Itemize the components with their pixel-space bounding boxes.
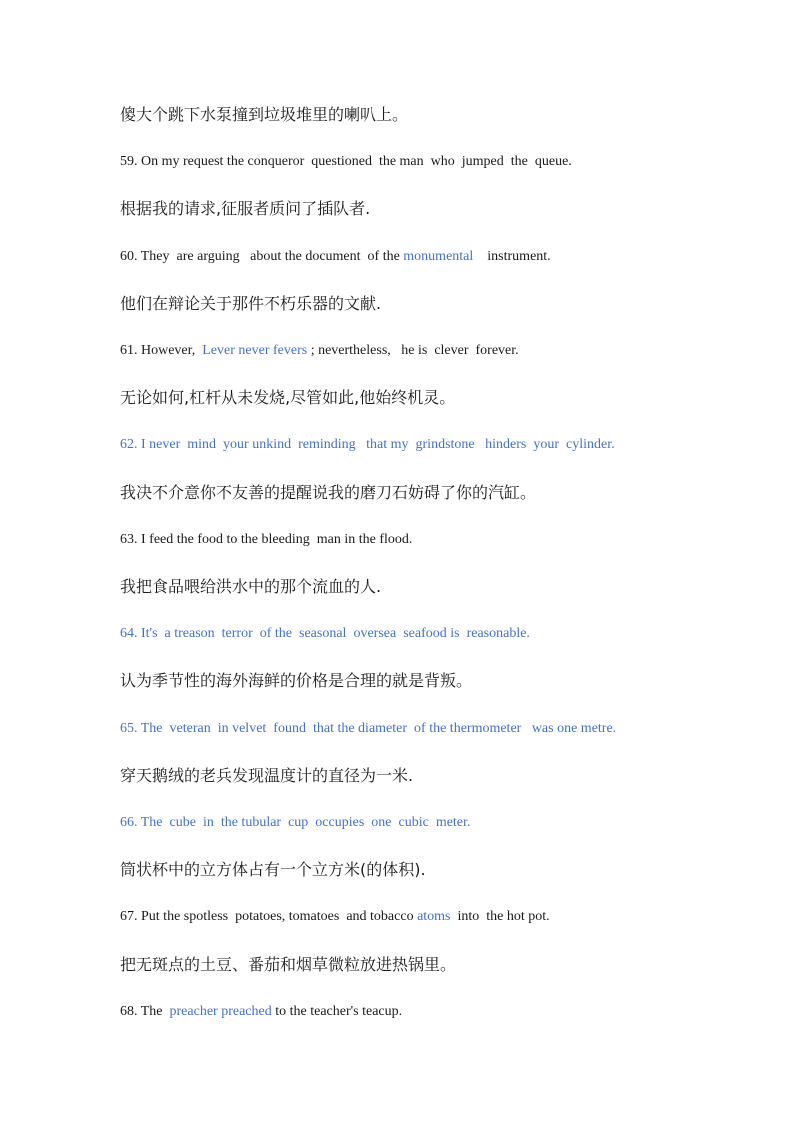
text-segment: 我把食品喂给洪水中的那个流血的人. — [120, 577, 382, 596]
text-segment: ; nevertheless, he is clever forever. — [307, 343, 519, 358]
english-sentence-line — [120, 530, 412, 550]
text-segment: 63. I feed the food to the bleeding man in the flood. — [120, 531, 413, 547]
english-sentence-line — [120, 247, 551, 267]
chinese-translation-line — [120, 294, 381, 314]
text-segment: 把无斑点的土豆、番茄和烟草微粒放进热锅里。 — [120, 954, 457, 974]
text-segment: 筒状杯中的立方体占有一个立方米(的体积). — [120, 860, 426, 880]
english-sentence-line — [120, 435, 615, 455]
highlighted-text-segment: atoms — [417, 909, 451, 925]
text-segment: 认为季节性的海外海鲜的价格是合理的就是背叛。 — [120, 671, 473, 691]
english-sentence-line — [120, 1002, 402, 1022]
highlighted-text-segment: monumental — [403, 248, 474, 264]
text-segment: 无论如何,杠杆从未发烧,尽管如此,他始终机灵。 — [120, 388, 456, 408]
english-sentence-line — [120, 813, 470, 833]
highlighted-text-segment: 64. It's a treason terror of the seasonal oversea seafood is reasonable. — [120, 626, 530, 642]
text-segment: 根据我的请求,征服者质问了插队者. — [120, 199, 371, 219]
chinese-translation-line — [120, 671, 472, 691]
chinese-translation-line — [120, 766, 413, 786]
english-sentence-line — [120, 907, 550, 927]
chinese-translation-line — [120, 860, 426, 880]
text-segment: 他们在辩论关于那件不朽乐器的文献. — [120, 293, 382, 313]
text-segment: 67. Put the spotless potatoes, tomatoes and tobacco — [120, 909, 418, 925]
chinese-translation-line — [120, 577, 381, 597]
text-segment: 我决不介意你不友善的提醒说我的磨刀石妨碍了你的汽缸。 — [120, 482, 537, 502]
english-sentence-line — [120, 341, 519, 361]
chinese-translation-line — [120, 483, 536, 503]
text-segment: to the teacher's teacup. — [271, 1003, 403, 1019]
chinese-translation-line — [120, 388, 455, 408]
text-segment: 61. However, — [120, 343, 203, 358]
chinese-translation-line — [120, 199, 370, 219]
english-sentence-line — [120, 152, 572, 172]
chinese-translation-line — [120, 955, 456, 975]
highlighted-text-segment: 62. I never mind your unkind reminding that my grindstone hinders your cylinder. — [120, 437, 615, 453]
english-sentence-line — [120, 624, 530, 644]
highlighted-text-segment: 65. The veteran in velvet found that the diameter of the thermometer was one metre. — [120, 720, 617, 736]
highlighted-text-segment: 66. The cube in the tubular cup occupies one cubic meter. — [120, 815, 471, 830]
text-segment: 59. On my request the conqueror questioned the man who jumped the queue. — [120, 154, 572, 170]
highlighted-text-segment: Lever never fevers — [202, 343, 308, 358]
text-segment: 穿天鹅绒的老兵发现温度计的直径为一米. — [120, 765, 414, 785]
text-segment: instrument. — [473, 248, 551, 264]
english-sentence-line — [120, 719, 616, 739]
text-segment: 68. The — [120, 1003, 170, 1019]
text-segment: 60. They are arguing about the document of the — [120, 248, 404, 264]
chinese-translation-line — [120, 105, 408, 125]
highlighted-text-segment: preacher preached — [169, 1003, 272, 1019]
text-segment: 傻大个跳下水泵撞到垃圾堆里的喇叭上。 — [120, 105, 409, 124]
text-segment: into the hot pot. — [450, 909, 550, 925]
